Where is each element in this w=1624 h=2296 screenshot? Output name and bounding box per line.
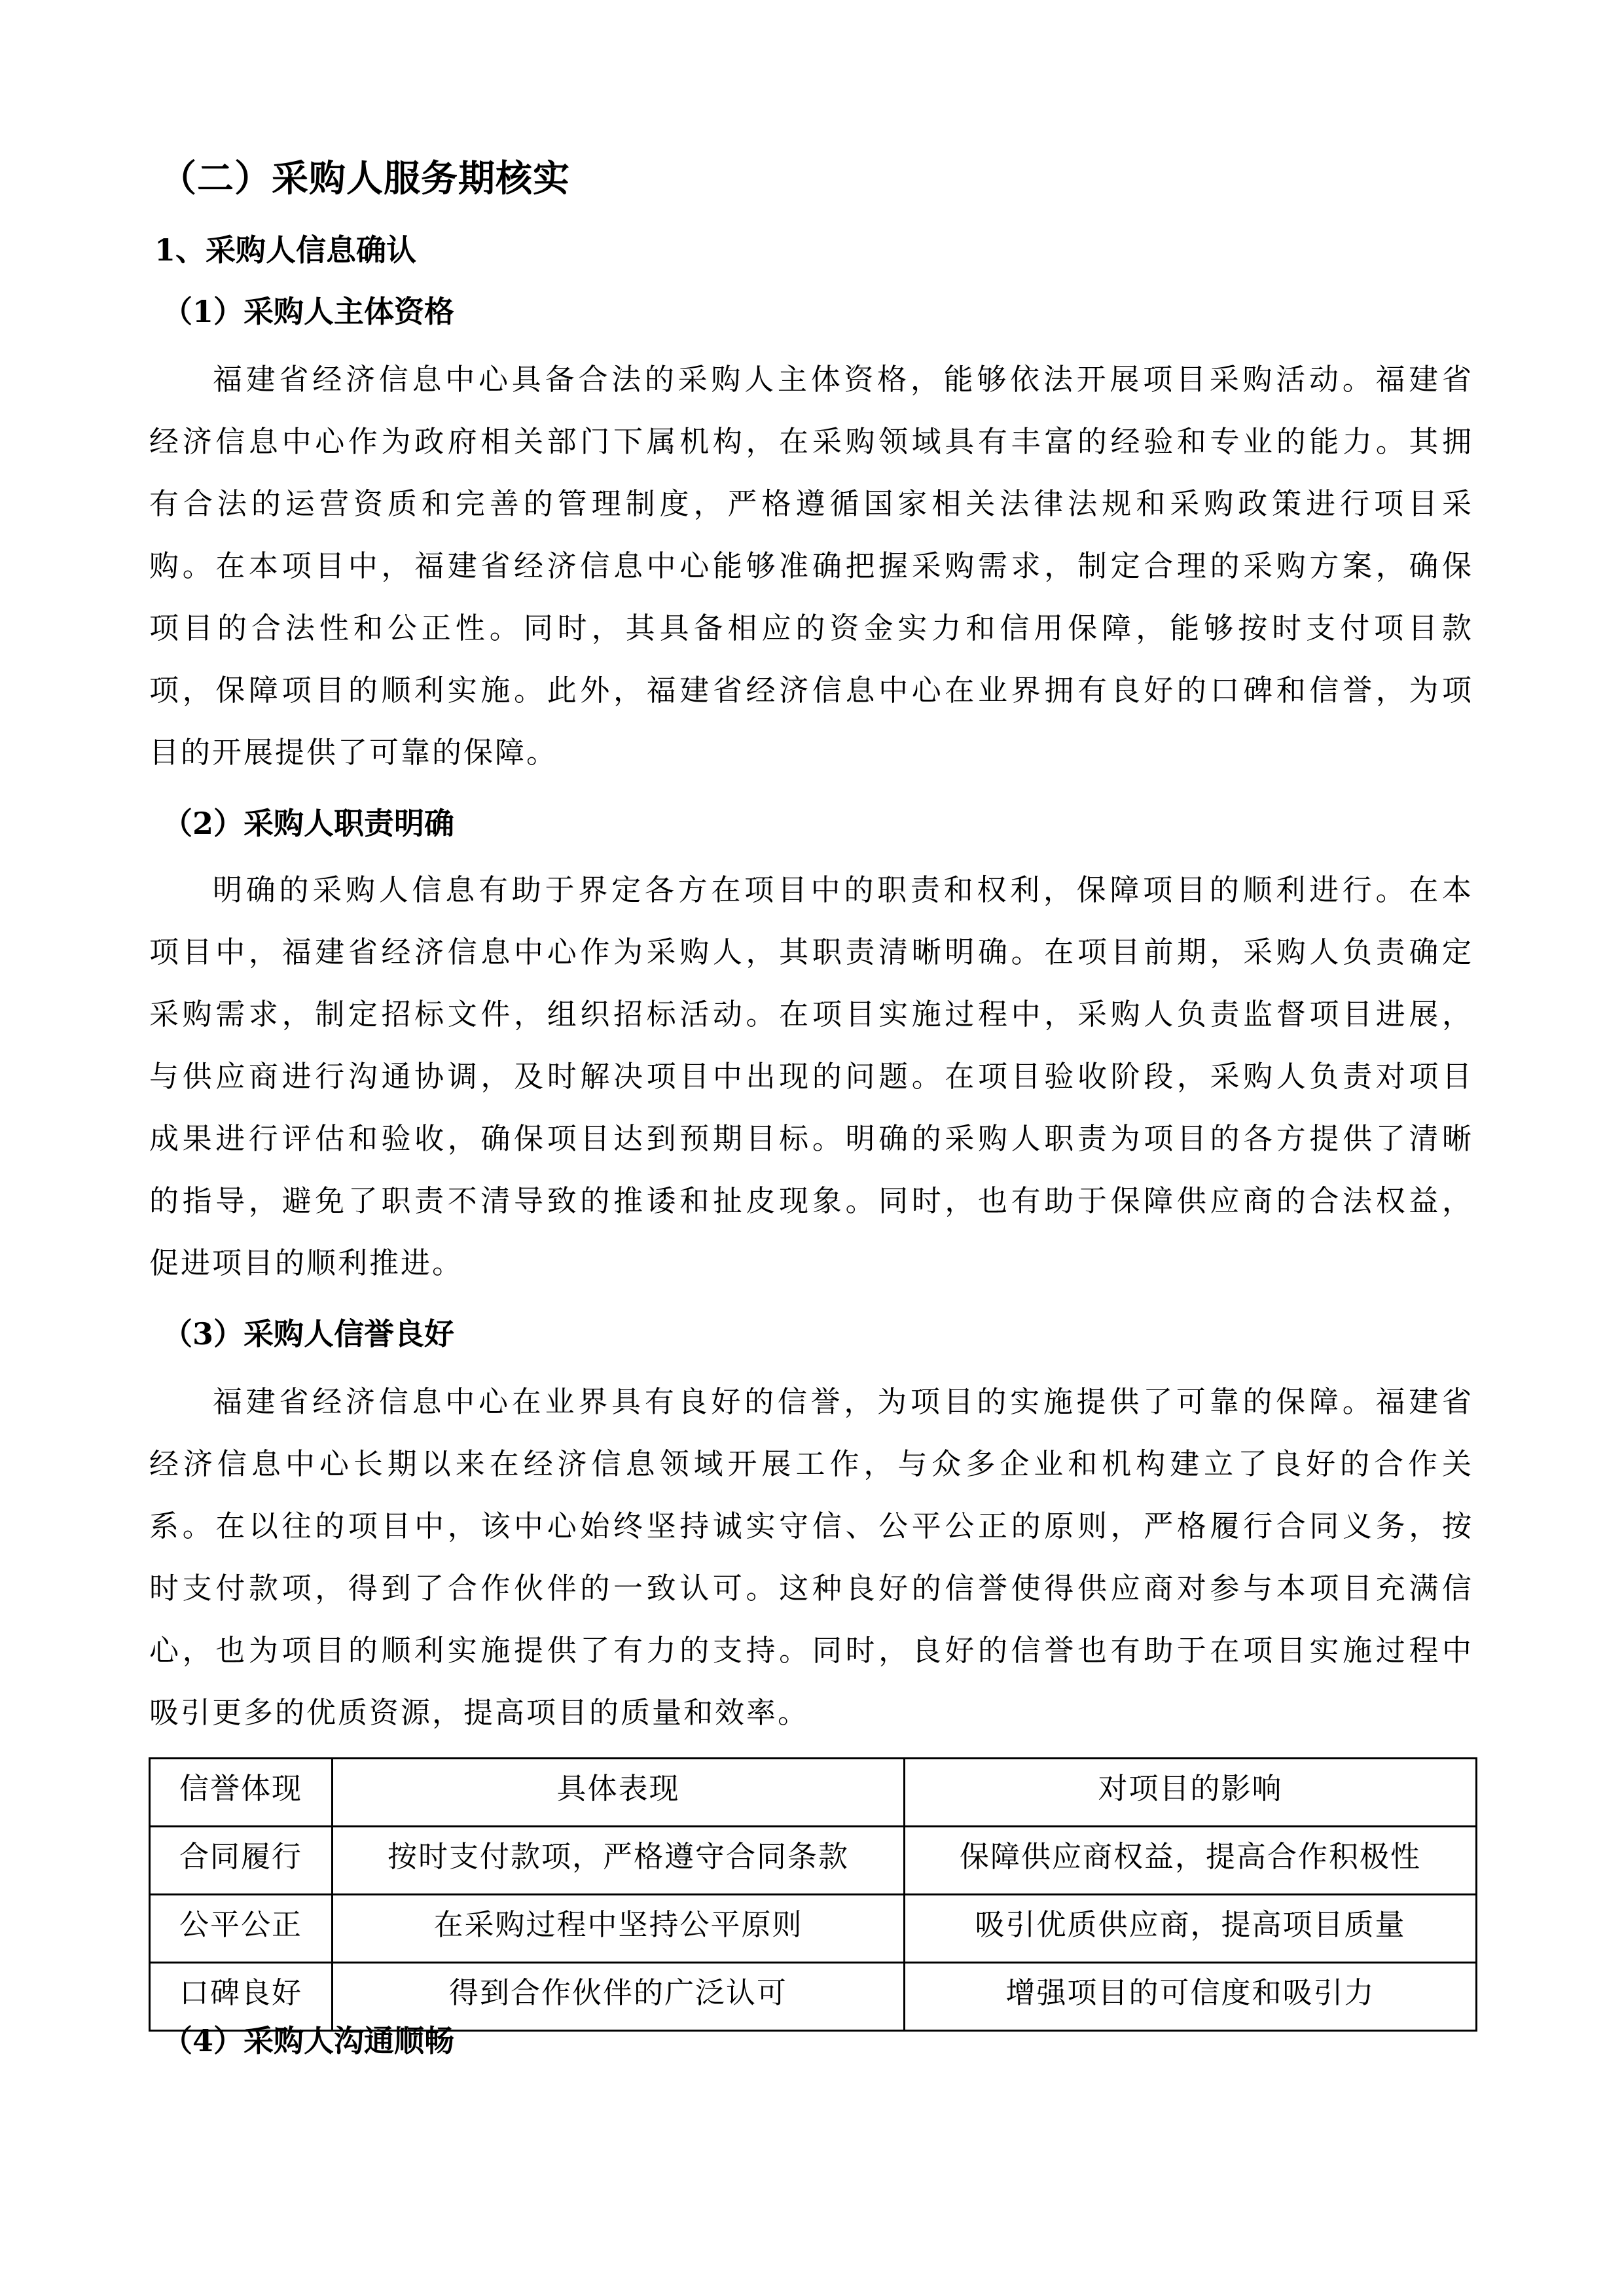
- paragraph-qualification: [149, 348, 1471, 783]
- table-cell: 保障供应商权益，提高合作积极性: [905, 1827, 1477, 1895]
- paragraph-line: 有合法的运营资质和完善的管理制度，严格遵循国家相关法律法规和采购政策进行项目采: [149, 486, 1471, 521]
- table-row: [150, 1895, 1477, 1963]
- paragraph-line: 目的开展提供了可靠的保障。: [149, 735, 558, 770]
- table-cell: 吸引优质供应商，提高项目质量: [905, 1895, 1477, 1963]
- paragraph-reputation: [149, 1371, 1471, 1744]
- table-cell: 口碑良好: [150, 1963, 333, 2031]
- item-heading-reputation: （3）采购人信誉良好: [162, 1316, 455, 1352]
- table-row: [150, 1963, 1477, 2031]
- table-cell: 公平公正: [150, 1895, 333, 1963]
- table-header-cell: 信誉体现: [150, 1759, 333, 1827]
- table-header-row: [150, 1759, 1477, 1827]
- table-cell: 合同履行: [150, 1827, 333, 1895]
- table-cell: 得到合作伙伴的广泛认可: [333, 1963, 905, 2031]
- paragraph-line: 成果进行评估和验收，确保项目达到预期目标。明确的采购人职责为项目的各方提供了清晰: [149, 1121, 1471, 1156]
- table-cell: 在采购过程中坚持公平原则: [333, 1895, 905, 1963]
- paragraph-line: 福建省经济信息中心具备合法的采购人主体资格，能够依法开展项目采购活动。福建省: [213, 362, 1471, 397]
- subsection-heading: 1、采购人信息确认: [154, 232, 417, 268]
- paragraph-line: 心，也为项目的顺利实施提供了有力的支持。同时，良好的信誉也有助于在项目实施过程中: [149, 1633, 1471, 1668]
- table-row: [150, 1827, 1477, 1895]
- paragraph-line: 购。在本项目中，福建省经济信息中心能够准确把握采购需求，制定合理的采购方案，确保: [149, 548, 1471, 583]
- paragraph-line: 吸引更多的优质资源，提高项目的质量和效率。: [149, 1695, 810, 1730]
- paragraph-line: 明确的采购人信息有助于界定各方在项目中的职责和权利，保障项目的顺利进行。在本: [213, 872, 1471, 907]
- section-heading: （二）采购人服务期核实: [160, 157, 570, 200]
- item-heading-responsibilities: （2）采购人职责明确: [162, 806, 455, 841]
- credit-table: [149, 1757, 1477, 2032]
- paragraph-line: 系。在以往的项目中，该中心始终坚持诚实守信、公平公正的原则，严格履行合同义务，按: [149, 1509, 1471, 1543]
- paragraph-line: 福建省经济信息中心在业界具有良好的信誉，为项目的实施提供了可靠的保障。福建省: [213, 1384, 1471, 1419]
- item-heading-communication: （4）采购人沟通顺畅: [162, 2023, 455, 2058]
- table-header-cell: 具体表现: [333, 1759, 905, 1827]
- paragraph-line: 经济信息中心长期以来在经济信息领域开展工作，与众多企业和机构建立了良好的合作关: [149, 1446, 1471, 1481]
- table-cell: 增强项目的可信度和吸引力: [905, 1963, 1477, 2031]
- paragraph-line: 项目的合法性和公正性。同时，其具备相应的资金实力和信用保障，能够按时支付项目款: [149, 611, 1471, 645]
- table-cell: 按时支付款项，严格遵守合同条款: [333, 1827, 905, 1895]
- paragraph-line: 项目中，福建省经济信息中心作为采购人，其职责清晰明确。在项目前期，采购人负责确定: [149, 935, 1471, 969]
- paragraph-line: 采购需求，制定招标文件，组织招标活动。在项目实施过程中，采购人负责监督项目进展，: [149, 997, 1471, 1031]
- item-heading-qualification: （1）采购人主体资格: [162, 294, 455, 329]
- paragraph-line: 经济信息中心作为政府相关部门下属机构，在采购领域具有丰富的经验和专业的能力。其拥: [149, 424, 1471, 459]
- paragraph-responsibilities: [149, 859, 1471, 1294]
- paragraph-line: 的指导，避免了职责不清导致的推诿和扯皮现象。同时，也有助于保障供应商的合法权益，: [149, 1183, 1471, 1218]
- table-header-cell: 对项目的影响: [905, 1759, 1477, 1827]
- paragraph-line: 时支付款项，得到了合作伙伴的一致认可。这种良好的信誉使得供应商对参与本项目充满信: [149, 1571, 1471, 1605]
- paragraph-line: 项，保障项目的顺利实施。此外，福建省经济信息中心在业界拥有良好的口碑和信誉，为项: [149, 673, 1471, 708]
- paragraph-line: 与供应商进行沟通协调，及时解决项目中出现的问题。在项目验收阶段，采购人负责对项目: [149, 1059, 1471, 1094]
- paragraph-line: 促进项目的顺利推进。: [149, 1246, 464, 1280]
